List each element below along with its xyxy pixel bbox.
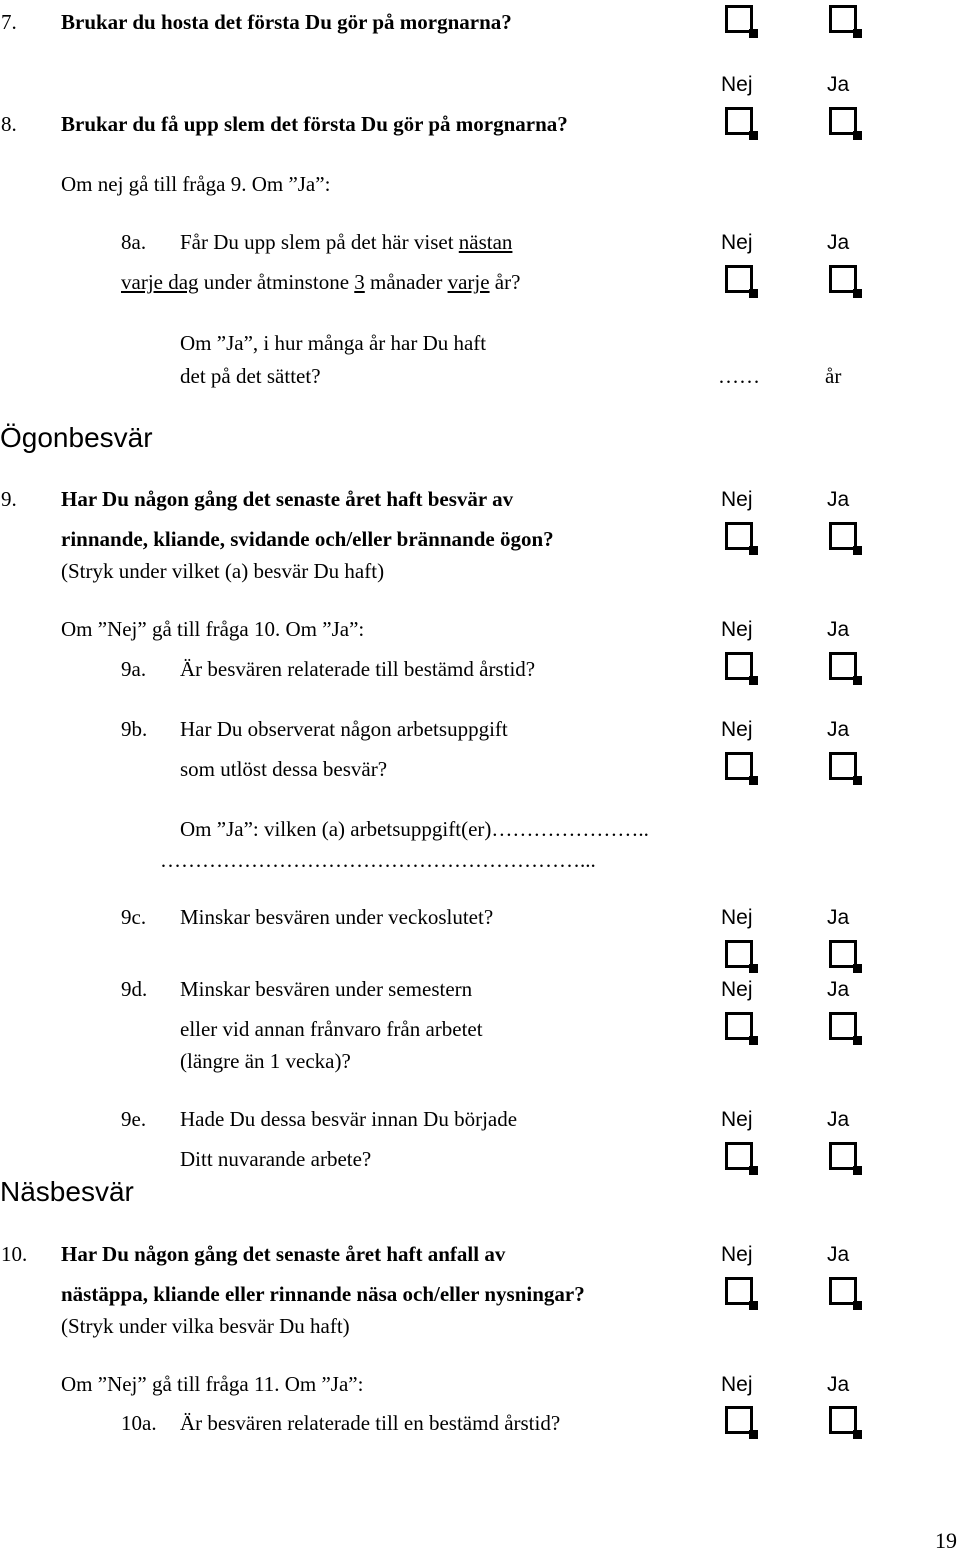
- q8a-years-unit: år: [825, 364, 842, 388]
- q10a-nej-label: Nej: [721, 1373, 753, 1396]
- q9b-line1: Har Du observerat någon arbetsuppgift: [180, 717, 508, 741]
- q9-nej-label: Nej: [721, 488, 753, 511]
- q8a-line1-u: nästan: [458, 230, 513, 254]
- q9-follow: Om ”Nej” gå till fråga 10. Om ”Ja”:: [61, 617, 365, 641]
- q8a-ja-checkbox[interactable]: [829, 265, 857, 293]
- q10a-ja-checkbox[interactable]: [829, 1406, 857, 1434]
- q8a-years-line2: det på det sättet?: [180, 364, 321, 388]
- q9-line1: Har Du någon gång det senaste året haft besvär av: [61, 487, 514, 511]
- q8a-years-line1: Om ”Ja”, i hur många år har Du haft: [180, 331, 487, 355]
- section-heading-eye: Ögonbesvär: [0, 422, 153, 453]
- q10a-nej-checkbox[interactable]: [725, 1406, 753, 1434]
- q9-ja-label: Ja: [827, 488, 850, 511]
- q8a-nej-label: Nej: [721, 231, 753, 254]
- q8a-line2-u2: 3: [354, 270, 365, 294]
- q9b-line2: som utlöst dessa besvär?: [180, 757, 388, 781]
- q9b-ja-checkbox[interactable]: [829, 752, 857, 780]
- q10-line2: nästäppa, kliande eller rinnande näsa och/eller nysningar?: [61, 1282, 585, 1306]
- q9b-ja-label: Ja: [827, 718, 850, 741]
- q8a-line1-a: Får Du upp slem på det här viset: [180, 230, 459, 254]
- q9a-nej-checkbox[interactable]: [725, 652, 753, 680]
- q10a-ja-label: Ja: [827, 1373, 850, 1396]
- q8a-line2-end: år?: [489, 270, 521, 294]
- q8a-nej-checkbox[interactable]: [725, 265, 753, 293]
- q10-follow: Om ”Nej” gå till fråga 11. Om ”Ja”:: [61, 1372, 364, 1396]
- q8a-line2: [121, 272, 520, 293]
- q7-text: Brukar du hosta det första Du gör på morgnarna?: [61, 10, 512, 34]
- q9a-ja-label: Ja: [827, 618, 850, 641]
- q10-nej-label: Nej: [721, 1243, 753, 1266]
- q9-line2: rinnande, kliande, svidande och/eller brännande ögon?: [61, 527, 554, 551]
- q9b-dots: ……………………………………………………...: [160, 848, 596, 872]
- q9a-number: 9a.: [121, 657, 147, 681]
- q9d-line2: eller vid annan frånvaro från arbetet: [180, 1017, 483, 1041]
- q9d-line3: (längre än 1 vecka)?: [180, 1049, 351, 1073]
- q9-ja-checkbox[interactable]: [829, 522, 857, 550]
- q9a-text: Är besvären relaterade till bestämd årstid?: [180, 657, 536, 681]
- q9c-number: 9c.: [121, 905, 147, 929]
- q10-note: (Stryk under vilka besvär Du haft): [61, 1314, 350, 1338]
- q9d-line1: Minskar besvären under semestern: [180, 977, 473, 1001]
- q10a-text: Är besvären relaterade till en bestämd årstid?: [180, 1411, 561, 1435]
- q9e-line2: Ditt nuvarande arbete?: [180, 1147, 372, 1171]
- q8a-line1: [180, 232, 512, 253]
- q9c-text: Minskar besvären under veckoslutet?: [180, 905, 494, 929]
- q8a-line2-u3: varje: [447, 270, 490, 294]
- q8a-line2-u1: varje dag: [121, 270, 199, 294]
- q9a-ja-checkbox[interactable]: [829, 652, 857, 680]
- q9e-line1: Hade Du dessa besvär innan Du började: [180, 1107, 518, 1131]
- q9d-ja-checkbox[interactable]: [829, 1012, 857, 1040]
- page-number: 19: [935, 1528, 957, 1553]
- section-heading-nose: Näsbesvär: [0, 1176, 134, 1207]
- q9a-nej-label: Nej: [721, 618, 753, 641]
- q9-nej-checkbox[interactable]: [725, 522, 753, 550]
- q9c-ja-checkbox[interactable]: [829, 940, 857, 968]
- q9b-number: 9b.: [121, 717, 148, 741]
- q9e-number: 9e.: [121, 1107, 147, 1131]
- q8a-ja-label: Ja: [827, 231, 850, 254]
- q10-number: 10.: [1, 1242, 28, 1266]
- q9e-nej-checkbox[interactable]: [725, 1142, 753, 1170]
- q9b-follow: Om ”Ja”: vilken (a) arbetsuppgift(er)…………………..: [180, 817, 649, 841]
- q10-nej-checkbox[interactable]: [725, 1277, 753, 1305]
- q10-line1: Har Du någon gång det senaste året haft anfall av: [61, 1242, 506, 1266]
- q9e-ja-label: Ja: [827, 1108, 850, 1131]
- q8-text: Brukar du få upp slem det första Du gör på morgnarna?: [61, 112, 568, 136]
- q9d-number: 9d.: [121, 977, 148, 1001]
- q8-follow: Om nej gå till fråga 9. Om ”Ja”:: [61, 172, 331, 196]
- q9c-nej-label: Nej: [721, 906, 753, 929]
- q10a-number: 10a.: [121, 1411, 157, 1435]
- q9-note: (Stryk under vilket (a) besvär Du haft): [61, 559, 385, 583]
- q9c-nej-checkbox[interactable]: [725, 940, 753, 968]
- q8a-number: 8a.: [121, 230, 147, 254]
- q8-nej-checkbox[interactable]: [725, 107, 753, 135]
- q9e-ja-checkbox[interactable]: [829, 1142, 857, 1170]
- q7-nej-checkbox[interactable]: [725, 5, 753, 33]
- q7-ja-checkbox[interactable]: [829, 5, 857, 33]
- q10-ja-label: Ja: [827, 1243, 850, 1266]
- q9d-nej-checkbox[interactable]: [725, 1012, 753, 1040]
- q9-number: 9.: [1, 487, 17, 511]
- q9b-nej-checkbox[interactable]: [725, 752, 753, 780]
- q9c-ja-label: Ja: [827, 906, 850, 929]
- q9e-nej-label: Nej: [721, 1108, 753, 1131]
- q8a-line2-m1: under åtminstone: [198, 270, 355, 294]
- q8-nej-label: Nej: [721, 73, 753, 96]
- q9b-nej-label: Nej: [721, 718, 753, 741]
- q8-number: 8.: [1, 112, 17, 136]
- q8-ja-label: Ja: [827, 73, 850, 96]
- q9d-nej-label: Nej: [721, 978, 753, 1001]
- q8a-years-dots: ……: [718, 364, 760, 388]
- q8-ja-checkbox[interactable]: [829, 107, 857, 135]
- q8a-line2-m2: månader: [364, 270, 448, 294]
- q7-number: 7.: [1, 10, 17, 34]
- q10-ja-checkbox[interactable]: [829, 1277, 857, 1305]
- q9d-ja-label: Ja: [827, 978, 850, 1001]
